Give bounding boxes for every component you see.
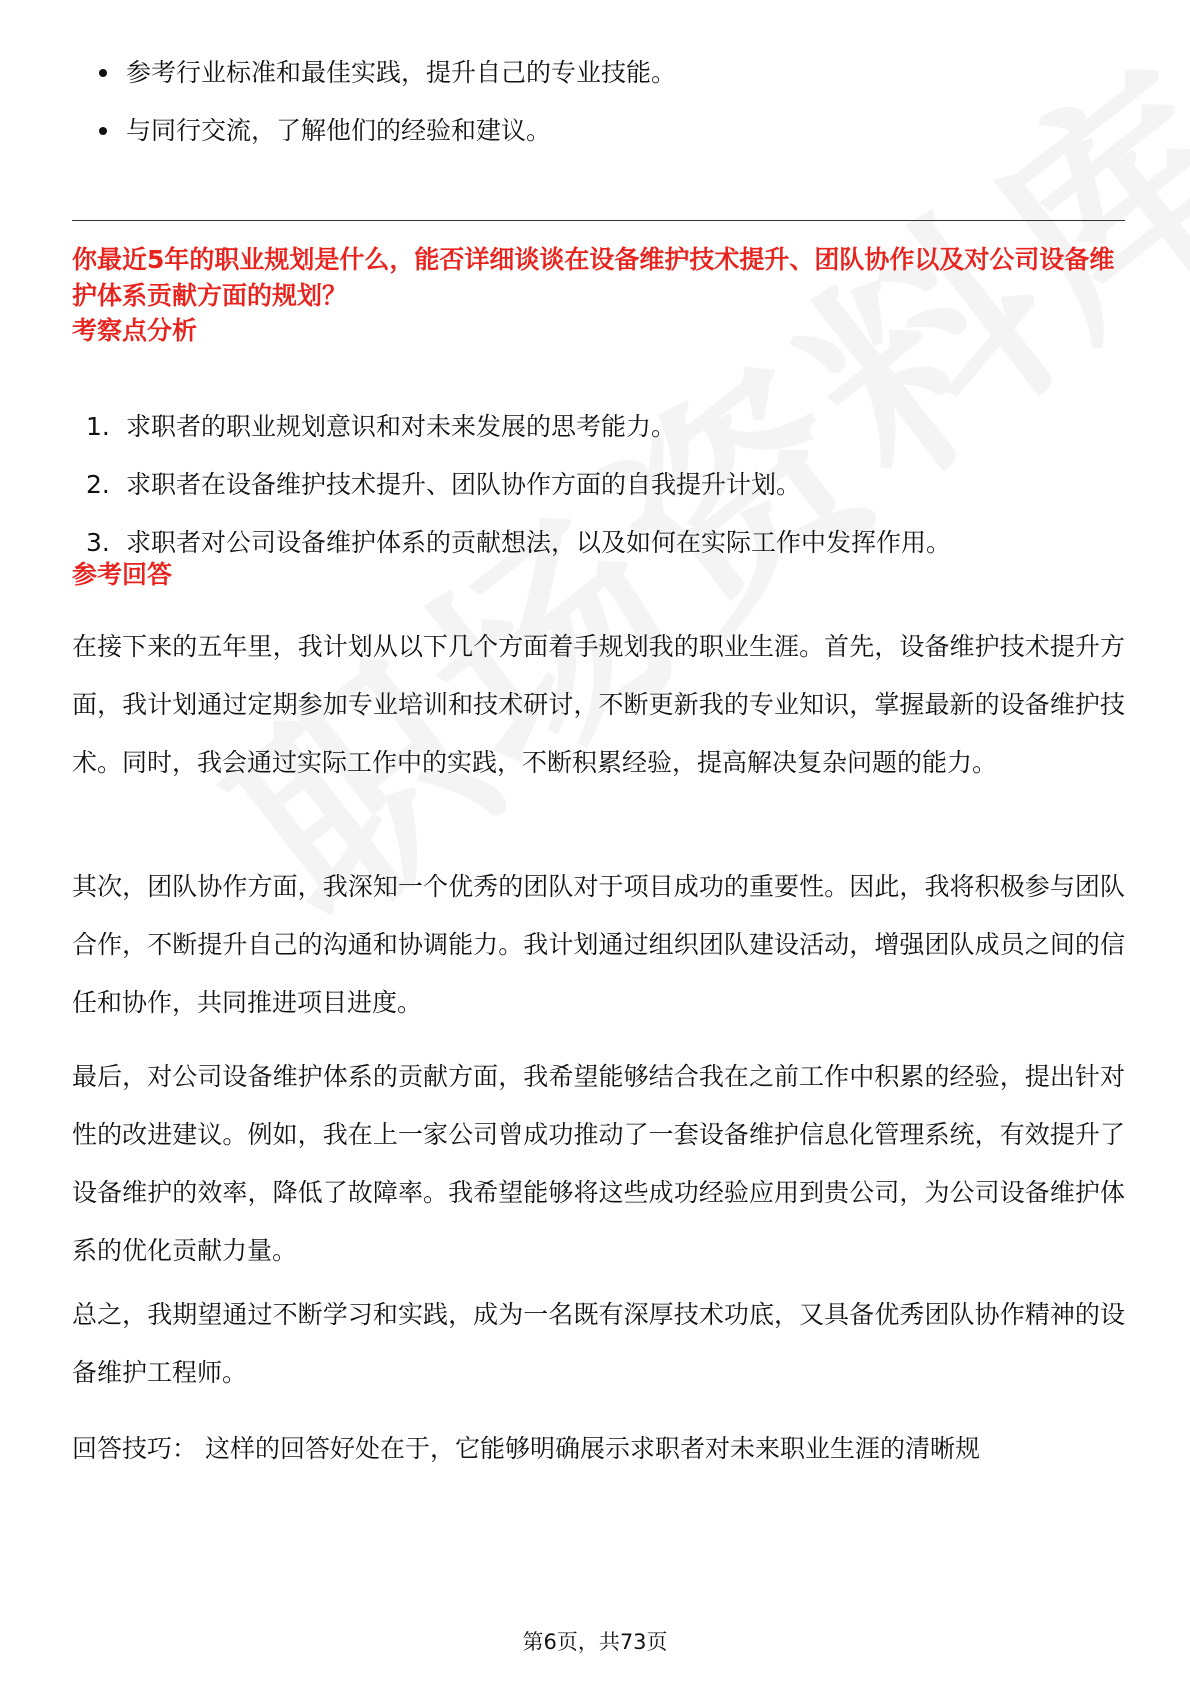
page-number: 第6页，共73页 [522, 1630, 668, 1654]
list-item [72, 526, 1125, 584]
document-page [72, 0, 1125, 1684]
answer-tip: 回答技巧： 这样的回答好处在于，它能够明确展示求职者对未来职业生涯的清晰规 [72, 1434, 980, 1463]
list-item-number: 1. [86, 412, 110, 441]
answer-paragraph: 最后，对公司设备维护体系的贡献方面，我希望能够结合我在之前工作中积累的经验，提出针对性的改进建议。例如，我在上一家公司曾成功推动了一套设备维护信息化管理系统，有效提升了设备维护的效率，降低了故障率。我希望能够将这些成功经验应用到贵公司，为公司设备维护体系的优化贡献力量。 [72, 1062, 1125, 1265]
list-item-text: 求职者在设备维护技术提升、团队协作方面的自我提升计划。 [126, 470, 802, 499]
top-bullet-list [72, 56, 1125, 172]
analysis-list [72, 410, 1125, 584]
question-title: 你最近5年的职业规划是什么，能否详细谈谈在设备维护技术提升、团队协作以及对公司设备维护体系贡献方面的规划？ [72, 245, 1115, 310]
list-item-text: 求职者的职业规划意识和对未来发展的思考能力。 [126, 412, 677, 441]
answer-paragraph: 在接下来的五年里，我计划从以下几个方面着手规划我的职业生涯。首先，设备维护技术提升方面，我计划通过定期参加专业培训和技术研讨，不断更新我的专业知识，掌握最新的设备维护技术。同时，我会通过实际工作中的实践，不断积累经验，提高解决复杂问题的能力。 [72, 632, 1125, 777]
answer-paragraph: 其次，团队协作方面，我深知一个优秀的团队对于项目成功的重要性。因此，我将积极参与团队合作，不断提升自己的沟通和协调能力。我计划通过组织团队建设活动，增强团队成员之间的信任和协作，共同推进项目进度。 [72, 872, 1125, 1017]
list-item [72, 410, 1125, 468]
list-item-number: 3. [86, 528, 110, 557]
list-item [72, 114, 1125, 172]
bullet-icon [99, 127, 107, 135]
list-item-number: 2. [86, 470, 110, 499]
analysis-heading: 考察点分析 [72, 316, 198, 345]
section-divider [72, 220, 1125, 221]
answer-heading: 参考回答 [72, 560, 173, 589]
list-item [72, 468, 1125, 526]
bullet-icon [99, 69, 107, 77]
list-item-text: 参考行业标准和最佳实践，提升自己的专业技能。 [126, 58, 677, 87]
list-item [72, 56, 1125, 114]
list-item-text: 求职者对公司设备维护体系的贡献想法，以及如何在实际工作中发挥作用。 [126, 528, 952, 557]
list-item-text: 与同行交流，了解他们的经验和建议。 [126, 116, 552, 145]
answer-paragraph: 总之，我期望通过不断学习和实践，成为一名既有深厚技术功底，又具备优秀团队协作精神的设备维护工程师。 [72, 1300, 1125, 1387]
